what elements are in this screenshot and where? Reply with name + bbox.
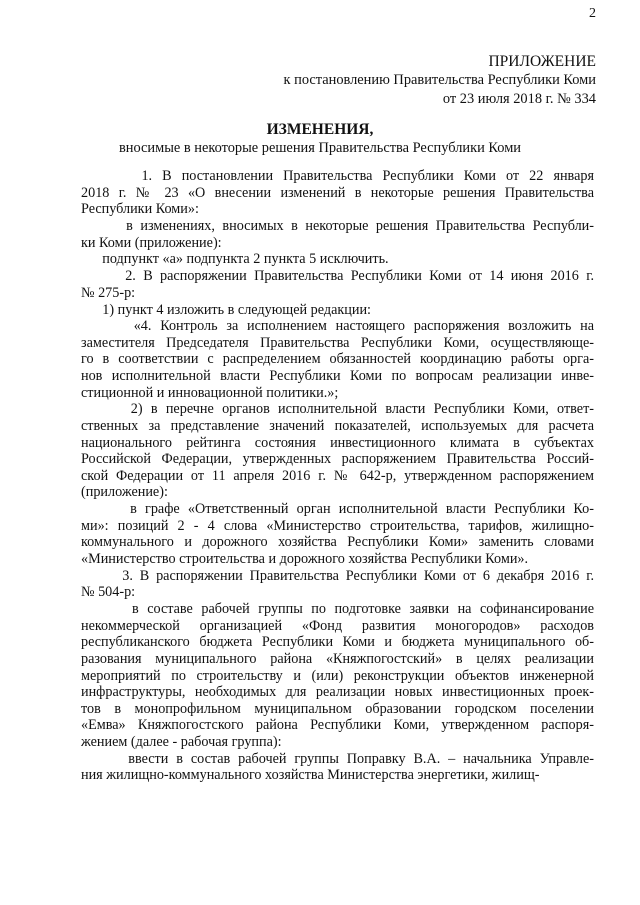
paragraph xyxy=(81,751,594,784)
text-line: коммунального и дорожного хозяйства Республики Коми» заменить словами xyxy=(81,534,594,551)
paragraph xyxy=(81,251,594,268)
text-line: ственных за представление значений показателей, используемых для расчета xyxy=(81,418,594,435)
text-line: нов исполнительной власти Республики Коми по вопросам реализации инве- xyxy=(81,368,594,385)
text-line: № 504-р: xyxy=(81,584,136,601)
text-line: инфраструктуры, необходимых для реализации новых инвестиционных проек- xyxy=(81,684,594,701)
text-line: «Емва» Княжпогостского района Республики Коми, утвержденном распоря- xyxy=(81,717,594,734)
appendix-line-2: от 23 июля 2018 г. № 334 xyxy=(442,91,596,107)
text-line: ввести в состав рабочей группы Поправку В.А. – начальника Управле- xyxy=(81,750,594,767)
text-line: Республики Коми»: xyxy=(81,201,199,218)
document-body xyxy=(81,168,594,784)
appendix-title: ПРИЛОЖЕНИЕ xyxy=(488,53,596,70)
text-line: заместителя Председателя Правительства Республики Коми, осуществляюще- xyxy=(81,334,594,351)
text-line: жением (далее - рабочая группа): xyxy=(81,733,282,750)
page-number: 2 xyxy=(589,6,596,21)
document-heading xyxy=(0,120,640,158)
text-line: го в соответствии с распределением обязанностей координацию работы орга- xyxy=(81,351,594,368)
text-line: 2018 г. № 23 «О внесении изменений в некоторые решения Правительства xyxy=(81,184,594,201)
text-line: (приложение): xyxy=(81,484,168,501)
paragraph xyxy=(81,501,594,567)
heading-title: ИЗМЕНЕНИЯ, xyxy=(266,121,374,138)
paragraph xyxy=(81,401,594,501)
paragraph xyxy=(81,168,594,218)
paragraph xyxy=(81,568,594,601)
text-line: 2. В распоряжении Правительства Республики Коми от 14 июня 2016 г. xyxy=(81,268,594,285)
text-line: разования муниципального района «Княжпогостский» в целях реализации xyxy=(81,650,594,667)
text-line: ки Коми (приложение): xyxy=(81,234,222,251)
text-line: подпункт «а» подпункта 2 пункта 5 исключить. xyxy=(81,251,389,268)
paragraph xyxy=(81,601,594,750)
text-line: тов в монопрофильном муниципальном образовании городском поселении xyxy=(81,700,594,717)
text-line: стиционной и инновационной политики.»; xyxy=(81,384,339,401)
text-line: 1. В постановлении Правительства Республики Коми от 22 января xyxy=(81,168,594,184)
appendix-line-1: к постановлению Правительства Республики Коми xyxy=(283,72,596,88)
paragraph xyxy=(81,318,594,401)
text-line: ния жилищно-коммунального хозяйства Министерства энергетики, жилищ- xyxy=(81,767,540,784)
paragraph xyxy=(81,302,594,319)
text-line: республиканского бюджета Республики Коми и бюджета муниципального об- xyxy=(81,634,594,651)
text-line: Российской Федерации, утвержденных распоряжением Правительства Россий- xyxy=(81,451,594,468)
paragraph xyxy=(81,218,594,251)
text-line: № 275-р: xyxy=(81,284,136,301)
text-line: ской Федерации от 11 апреля 2016 г. № 642-р, утвержденном распоряжением xyxy=(81,467,594,484)
text-line: некоммерческой организацией «Фонд развития моногородов» расходов xyxy=(81,617,594,634)
heading-subtitle: вносимые в некоторые решения Правительства Республики Коми xyxy=(118,140,522,156)
appendix-block xyxy=(284,52,596,109)
text-line: в графе «Ответственный орган исполнительной власти Республики Ко- xyxy=(81,501,594,518)
text-line: «Министерство строительства и дорожного хозяйства Республики Коми». xyxy=(81,550,529,567)
text-line: в изменениях, вносимых в некоторые решения Правительства Республи- xyxy=(81,217,594,234)
text-line: мероприятий по строительству и (или) реконструкции объектов инженерной xyxy=(81,667,594,684)
text-line: 2) в перечне органов исполнительной власти Республики Коми, ответ- xyxy=(81,401,594,418)
text-line: в составе рабочей группы по подготовке заявки на софинансирование xyxy=(81,601,594,618)
text-line: «4. Контроль за исполнением настоящего распоряжения возложить на xyxy=(81,318,594,335)
paragraph xyxy=(81,268,594,301)
text-line: национального рейтинга состояния инвестиционного климата в субъектах xyxy=(81,434,594,451)
text-line: 3. В распоряжении Правительства Республики Коми от 6 декабря 2016 г. xyxy=(81,567,594,584)
text-line: 1) пункт 4 изложить в следующей редакции: xyxy=(81,301,371,318)
text-line: ми»: позиций 2 - 4 слова «Министерство строительства, тарифов, жилищно- xyxy=(81,517,594,534)
